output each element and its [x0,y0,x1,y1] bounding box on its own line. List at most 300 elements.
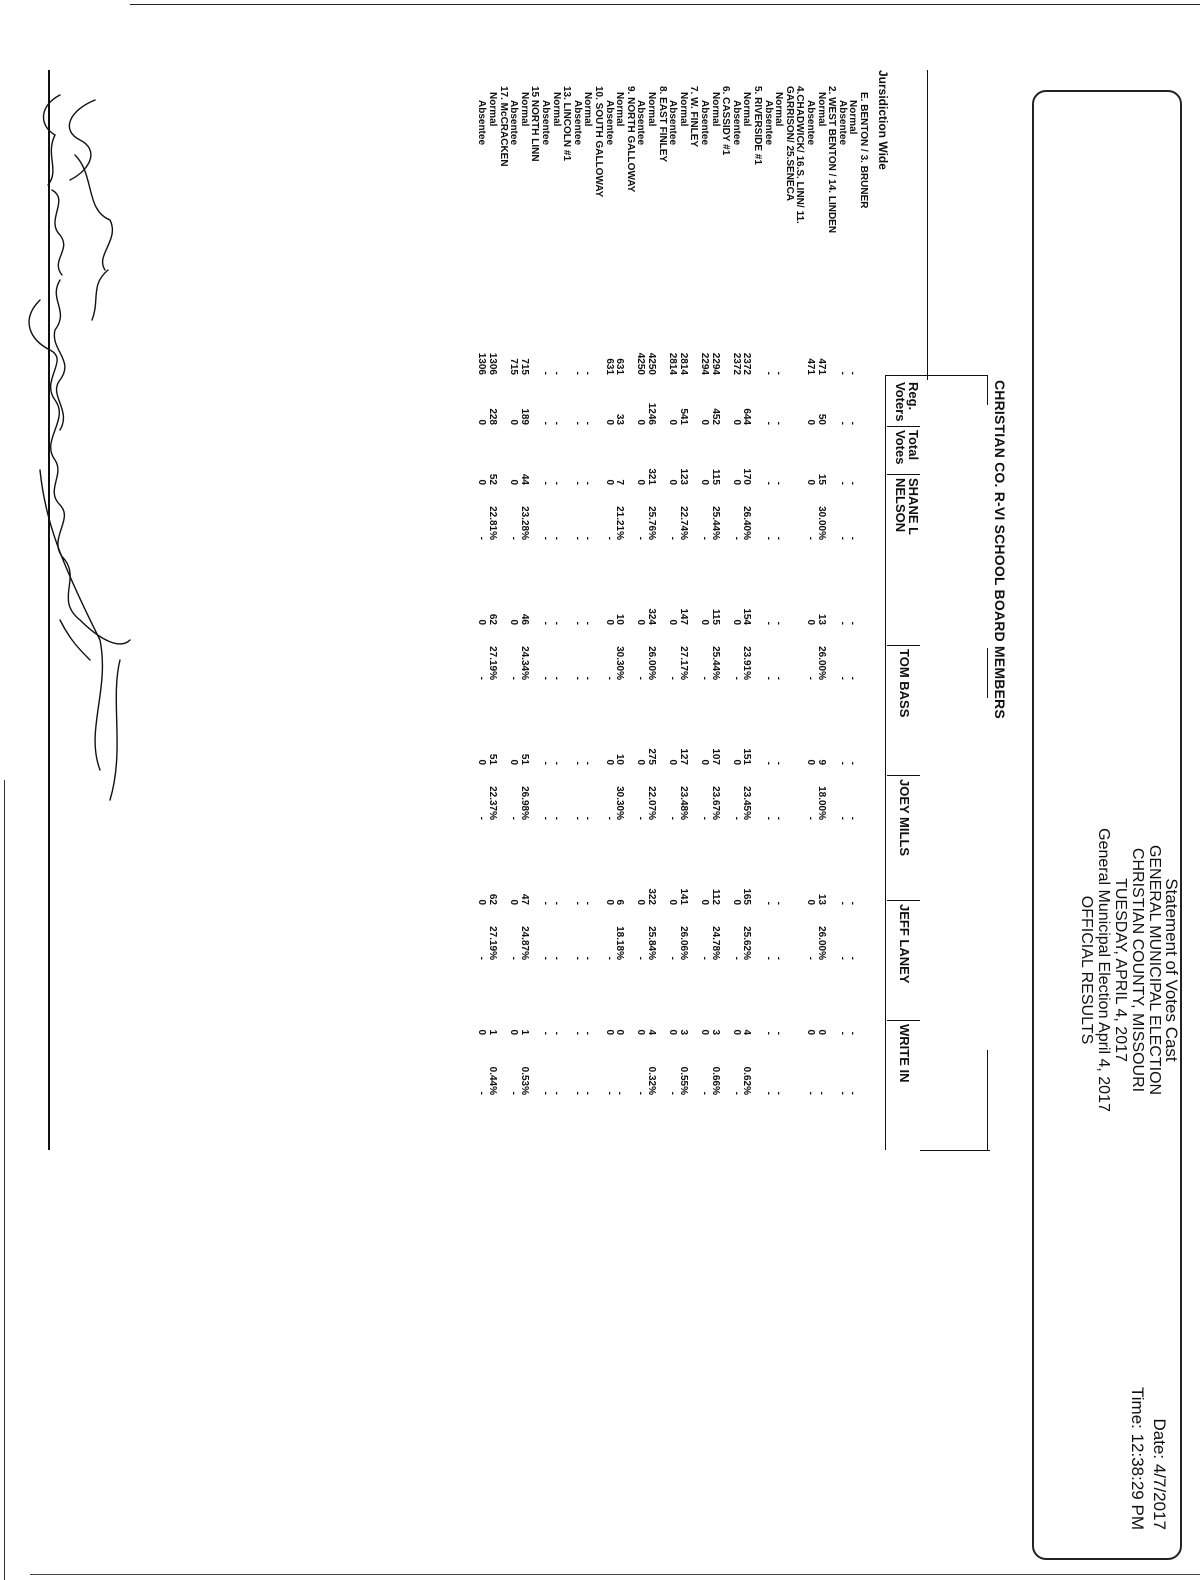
candidate-votes-cell: 0 [508,619,520,625]
candidate-percent-cell: - [476,956,488,960]
candidate-percent-cell: - [836,816,848,820]
candidate-percent-cell: - [603,1091,615,1095]
candidate-votes-cell: - [773,1031,785,1035]
candidate-percent-cell: - [614,1091,626,1095]
candidate-percent-cell: - [571,956,583,960]
candidate-votes-cell: 0 [635,619,647,625]
candidate-votes-cell: - [847,481,859,485]
total-votes-cell: 1246 [646,402,657,425]
candidate-percent-cell: - [762,956,774,960]
header-mills-line1: JOEY MILLS [897,779,912,857]
total-votes-cell: 541 [677,408,689,425]
reg-voters-cell: 1306 [487,352,498,375]
candidate-votes-cell: 51 [518,753,530,765]
candidate-percent-cell: - [582,536,594,540]
candidate-percent-cell: - [550,1091,562,1095]
candidate-votes-cell: - [540,761,551,765]
candidate-percent-cell: - [836,536,848,540]
candidate-votes-cell: 0 [635,1029,647,1035]
candidate-percent-cell: - [540,956,551,960]
candidate-votes-cell: - [540,1031,551,1035]
candidate-votes-cell: 107 [709,748,721,765]
row-label: Absentee [571,100,583,146]
candidate-percent-cell: - [730,816,742,820]
candidate-votes-cell: 0 [635,759,647,765]
total-votes-cell: 0 [508,419,520,425]
candidate-votes-cell: 0 [614,1029,626,1035]
reg-voters-cell: 471 [815,358,827,375]
candidate-percent-cell: 0.53% [518,1066,530,1095]
candidate-percent-cell: - [730,676,742,680]
reg-voters-cell: 2372 [730,352,742,375]
candidate-percent-cell: - [762,676,774,680]
candidate-votes-cell: 0 [805,1029,816,1035]
row-label: 9. NORTH GALLOWAY [624,86,636,193]
candidate-percent-cell: 24.34% [518,646,530,680]
candidate-votes-cell: 0 [667,899,679,905]
header-nelson-line2: NELSON [893,478,908,533]
candidate-votes-cell: 322 [646,888,657,905]
candidate-votes-cell: 112 [709,888,721,905]
candidate-votes-cell: - [550,761,562,765]
reg-voters-cell: 471 [805,358,816,375]
candidate-votes-cell: 47 [518,893,530,905]
reg-voters-cell: - [582,371,594,375]
candidate-percent-cell: - [603,536,615,540]
candidate-votes-cell: 0 [603,759,615,765]
total-votes-cell: 0 [699,419,710,425]
candidate-votes-cell: - [836,481,848,485]
candidate-votes-cell: 115 [709,608,721,625]
candidate-percent-cell: 26.00% [815,646,827,680]
reg-voters-cell: - [773,371,785,375]
candidate-percent-cell: 25.84% [646,926,657,960]
candidate-votes-cell: 0 [476,479,488,485]
candidate-votes-cell: - [762,901,774,905]
candidate-percent-cell: - [730,1091,742,1095]
candidate-percent-cell: 30.30% [614,646,626,680]
row-label: Absentee [603,100,615,146]
row-label: 10. SOUTH GALLOWAY [593,86,604,198]
candidate-percent-cell: - [603,676,615,680]
candidate-votes-cell: 0 [730,1029,742,1035]
candidate-percent-cell: 26.06% [677,926,689,960]
signature-2 [44,95,65,430]
reg-voters-cell: 631 [614,358,626,375]
candidate-votes-cell: 0 [805,899,816,905]
candidate-percent-cell: 22.37% [487,786,498,820]
total-votes-cell: 0 [667,419,679,425]
candidate-percent-cell: - [476,816,488,820]
candidate-percent-cell: 26.00% [815,926,827,960]
candidate-votes-cell: 7 [614,479,626,485]
candidate-percent-cell: 23.45% [741,786,753,820]
candidate-votes-cell: - [847,621,859,625]
candidate-percent-cell: - [667,816,679,820]
candidate-votes-cell: - [582,901,594,905]
total-votes-cell: - [550,421,562,425]
candidate-votes-cell: 44 [518,473,530,485]
candidate-percent-cell: 24.78% [709,926,721,960]
reg-voters-cell: - [836,371,848,375]
candidate-percent-cell: - [571,1091,583,1095]
candidate-votes-cell: - [762,1031,774,1035]
candidate-percent-cell: 30.00% [815,506,827,540]
candidate-percent-cell: - [762,1091,774,1095]
candidate-percent-cell: - [508,676,520,680]
contest-title: CHRISTIAN CO. R-VI SCHOOL BOARD MEMBERS [992,380,1008,719]
header-line-6: OFFICIAL RESULTS [1078,895,1095,1045]
candidate-percent-cell: 26.40% [741,506,753,540]
candidate-votes-cell: 3 [709,1029,721,1035]
row-label: 5. RIVERSIDE #1 [752,86,763,165]
row-label: Absentee [635,100,647,146]
candidate-percent-cell: 24.87% [518,926,530,960]
candidate-percent-cell: - [730,536,742,540]
candidate-votes-cell: 0 [699,899,710,905]
candidate-percent-cell: - [550,676,562,680]
candidate-percent-cell: - [847,1091,859,1095]
candidate-votes-cell: - [762,621,774,625]
total-votes-cell: 644 [741,408,753,425]
candidate-votes-cell: 275 [646,748,657,765]
candidate-votes-cell: 0 [667,1029,679,1035]
candidate-percent-cell: 27.19% [487,646,498,680]
candidate-votes-cell: - [540,621,551,625]
candidate-votes-cell: - [762,761,774,765]
row-label: Normal [741,92,753,127]
row-label: Absentee [805,100,816,146]
row-label: Absentee [730,100,742,146]
candidate-votes-cell: - [571,901,583,905]
row-label: Normal [847,100,859,135]
candidate-votes-cell: 3 [677,1029,689,1035]
reg-voters-cell: 2814 [677,352,689,375]
candidate-percent-cell: 25.62% [741,926,753,960]
candidate-percent-cell: - [582,676,594,680]
candidate-percent-cell: - [699,536,710,540]
candidate-votes-cell: 0 [730,899,742,905]
candidate-percent-cell: 0.32% [646,1066,657,1095]
header-line-4: TUESDAY, APRIL 4, 2017 [1112,878,1129,1062]
row-label: 6. CASSIDY #1 [720,86,732,156]
total-votes-cell: 189 [518,408,530,425]
candidate-percent-cell: - [508,816,520,820]
reg-voters-cell: 4250 [635,352,647,375]
candidate-percent-cell: 27.19% [487,926,498,960]
candidate-votes-cell: 15 [815,473,827,485]
header-line-3: CHRISTIAN COUNTY, MISSOURI [1129,847,1146,1093]
total-votes-cell: 0 [603,419,615,425]
row-label: Absentee [508,100,520,146]
signature-3 [29,300,130,644]
total-votes-cell: - [582,421,594,425]
candidate-votes-cell: 165 [741,888,753,905]
candidate-percent-cell: - [476,536,488,540]
header-total-line2: Votes [893,430,908,465]
candidate-percent-cell: - [635,676,647,680]
candidate-votes-cell: 62 [487,613,498,625]
candidate-votes-cell: 10 [614,753,626,765]
candidate-percent-cell: - [773,676,785,680]
row-label: 13. LINCOLN #1 [561,86,573,162]
candidate-percent-cell: - [762,816,774,820]
total-votes-cell: - [836,421,848,425]
candidate-percent-cell: - [699,816,710,820]
candidate-votes-cell: - [571,761,583,765]
candidate-percent-cell: - [836,956,848,960]
candidate-percent-cell: 22.81% [487,506,498,540]
row-label: Normal [709,92,721,127]
candidate-votes-cell: - [550,621,562,625]
row-label: 17. McCRACKEN [497,86,509,167]
row-label: GARRISON/ 25.SENECA [783,86,795,202]
candidate-votes-cell: - [836,761,848,765]
candidate-percent-cell: - [805,956,816,960]
candidate-votes-cell: - [582,1031,594,1035]
candidate-votes-cell: - [847,901,859,905]
candidate-percent-cell: - [582,956,594,960]
candidate-votes-cell: - [836,901,848,905]
candidate-votes-cell: 0 [699,619,710,625]
candidate-votes-cell: - [773,481,785,485]
row-label: E. BENTON / 3. BRUNER [858,92,869,209]
candidate-votes-cell: 0 [730,759,742,765]
total-votes-cell: 452 [709,408,721,425]
candidate-votes-cell: 0 [699,1029,710,1035]
candidate-votes-cell: - [571,621,583,625]
candidate-votes-cell: - [582,621,594,625]
reg-voters-cell: - [762,371,774,375]
candidate-percent-cell: 30.30% [614,786,626,820]
candidate-percent-cell: 18.18% [614,926,626,960]
candidate-votes-cell: 0 [508,1029,520,1035]
candidate-votes-cell: 0 [667,619,679,625]
total-votes-cell: 0 [635,419,647,425]
reg-voters-cell: 2372 [741,352,753,375]
candidate-percent-cell: - [773,1091,785,1095]
header-line-1: Statement of Votes Cast [1162,878,1181,1062]
candidate-percent-cell: 26.00% [646,646,657,680]
candidate-votes-cell: 0 [508,479,520,485]
candidate-percent-cell: - [540,536,551,540]
reg-voters-cell: 1306 [476,352,488,375]
candidate-percent-cell: - [550,536,562,540]
candidate-votes-cell: - [550,481,562,485]
candidate-percent-cell: - [571,536,583,540]
candidate-votes-cell: 147 [677,608,689,625]
candidate-percent-cell: - [847,816,859,820]
candidate-percent-cell: - [635,956,647,960]
candidate-votes-cell: 0 [805,759,816,765]
candidate-votes-cell: - [836,1031,848,1035]
candidate-percent-cell: 22.07% [646,786,657,820]
signature-flourish [40,470,120,800]
candidate-percent-cell: 0.44% [487,1066,498,1095]
row-label: Absentee [476,100,488,146]
candidate-percent-cell: - [635,816,647,820]
candidate-votes-cell: 0 [805,619,816,625]
reg-voters-cell: 715 [518,358,530,375]
candidate-percent-cell: - [805,676,816,680]
candidate-votes-cell: 62 [487,893,498,905]
total-votes-cell: - [762,421,774,425]
reg-voters-cell: 2294 [699,352,710,375]
candidate-votes-cell: 0 [699,759,710,765]
candidate-percent-cell: - [667,676,679,680]
candidate-percent-cell: - [815,1091,827,1095]
row-label: Normal [550,92,562,127]
candidate-votes-cell: 0 [476,619,488,625]
candidate-votes-cell: 0 [667,479,679,485]
total-votes-cell: 50 [815,413,827,425]
header-line-2: GENERAL MUNICIPAL ELECTION [1146,844,1163,1096]
row-label: Normal [773,92,785,127]
candidate-votes-cell: - [773,761,785,765]
candidate-percent-cell: - [582,1091,594,1095]
candidate-votes-cell: 13 [815,613,827,625]
row-label: 15 NORTH LINN [529,86,541,162]
candidate-votes-cell: 13 [815,893,827,905]
report-date: Date: 4/7/2017 [1150,1418,1169,1530]
candidate-votes-cell: - [836,621,848,625]
reg-voters-cell: - [540,371,551,375]
candidate-percent-cell: 21.21% [614,506,626,540]
candidate-percent-cell: - [540,816,551,820]
candidate-percent-cell: - [699,956,710,960]
row-label: Normal [614,92,626,127]
candidate-percent-cell: - [847,536,859,540]
report-time: Time: 12:38:29 PM [1128,1387,1147,1530]
candidate-percent-cell: 27.17% [677,646,689,680]
candidate-votes-cell: 0 [730,479,742,485]
candidate-percent-cell: 25.76% [646,506,657,540]
row-label: Normal [487,92,498,127]
candidate-votes-cell: 321 [646,468,657,485]
candidate-percent-cell: 23.28% [518,506,530,540]
candidate-votes-cell: 0 [603,1029,615,1035]
candidate-votes-cell: 0 [815,1029,827,1035]
candidate-votes-cell: 0 [603,619,615,625]
candidate-percent-cell: - [635,536,647,540]
candidate-percent-cell: - [847,676,859,680]
candidate-votes-cell: 141 [677,888,689,905]
candidate-percent-cell: - [540,1091,551,1095]
candidate-votes-cell: 0 [699,479,710,485]
candidate-percent-cell: 23.48% [677,786,689,820]
candidate-percent-cell: - [730,956,742,960]
row-label: 8. EAST FINLEY [656,86,668,163]
candidate-votes-cell: 9 [815,759,827,765]
candidate-votes-cell: - [540,901,551,905]
candidate-percent-cell: - [550,816,562,820]
candidate-votes-cell: - [773,901,785,905]
candidate-percent-cell: 23.91% [741,646,753,680]
candidate-percent-cell: 22.74% [677,506,689,540]
total-votes-cell: - [540,421,551,425]
candidate-percent-cell: - [603,956,615,960]
candidate-percent-cell: - [836,676,848,680]
row-label: 4.CHADWICK/ 16.S. LINN/ 11. [794,86,806,224]
reg-voters-cell: 2294 [709,352,721,375]
row-label: Absentee [667,100,679,146]
candidate-votes-cell: 0 [476,899,488,905]
candidate-votes-cell: 46 [518,613,530,625]
candidate-votes-cell: 154 [741,608,753,625]
row-label: Absentee [762,100,774,146]
candidate-votes-cell: - [571,1031,583,1035]
candidate-votes-cell: 0 [635,899,647,905]
candidate-votes-cell: 0 [476,759,488,765]
candidate-percent-cell: - [571,676,583,680]
candidate-percent-cell: - [476,676,488,680]
candidate-votes-cell: 115 [709,468,721,485]
candidate-percent-cell: - [805,816,816,820]
candidate-percent-cell: - [773,956,785,960]
candidate-votes-cell: - [582,481,594,485]
total-votes-cell: - [571,421,583,425]
candidate-percent-cell: 0.62% [741,1066,753,1095]
candidate-percent-cell: - [836,1091,848,1095]
candidate-percent-cell: - [773,816,785,820]
row-label: Normal [677,92,689,127]
candidate-percent-cell: - [762,536,774,540]
candidate-votes-cell: - [847,761,859,765]
candidate-votes-cell: 6 [614,899,626,905]
candidate-votes-cell: - [582,761,594,765]
candidate-votes-cell: 324 [646,608,657,625]
row-label: Absentee [836,100,848,146]
jurisdiction-header: Jursidiction Wide [876,70,890,170]
candidate-percent-cell: - [540,676,551,680]
candidate-percent-cell: - [603,816,615,820]
candidate-percent-cell: 0.66% [709,1066,721,1095]
header-nelson-line1: SHANE L [906,478,921,536]
candidate-votes-cell: - [550,1031,562,1035]
total-votes-cell: 33 [614,413,626,425]
row-label: Normal [582,92,594,127]
reg-voters-cell: - [571,371,583,375]
candidate-votes-cell: 127 [677,748,689,765]
candidate-percent-cell: - [508,1091,520,1095]
candidate-percent-cell: - [582,816,594,820]
candidate-percent-cell: 25.44% [709,506,721,540]
total-votes-cell: 0 [476,419,488,425]
header-writein-line1: WRITE IN [897,1024,912,1083]
reg-voters-cell: - [847,371,859,375]
row-label: 2. WEST BENTON / 14. LINDEN [826,86,838,234]
reg-voters-cell: 715 [508,358,520,375]
candidate-votes-cell: 0 [603,899,615,905]
candidate-votes-cell: - [550,901,562,905]
candidate-votes-cell: 0 [476,1029,488,1035]
candidate-votes-cell: - [847,1031,859,1035]
header-reg-line2: Voters [893,382,908,422]
candidate-votes-cell: 10 [614,613,626,625]
candidate-percent-cell: 26.98% [518,786,530,820]
row-label: 7. W. FINLEY [688,86,700,148]
header-reg-line1: Reg. [906,382,921,411]
candidate-percent-cell: - [699,676,710,680]
candidate-votes-cell: 0 [805,479,816,485]
candidate-percent-cell: - [667,536,679,540]
candidate-votes-cell: - [762,481,774,485]
candidate-percent-cell: - [699,1091,710,1095]
candidate-percent-cell: - [847,956,859,960]
candidate-percent-cell: 25.44% [709,646,721,680]
total-votes-cell: 0 [805,419,816,425]
candidate-votes-cell: 170 [741,468,753,485]
